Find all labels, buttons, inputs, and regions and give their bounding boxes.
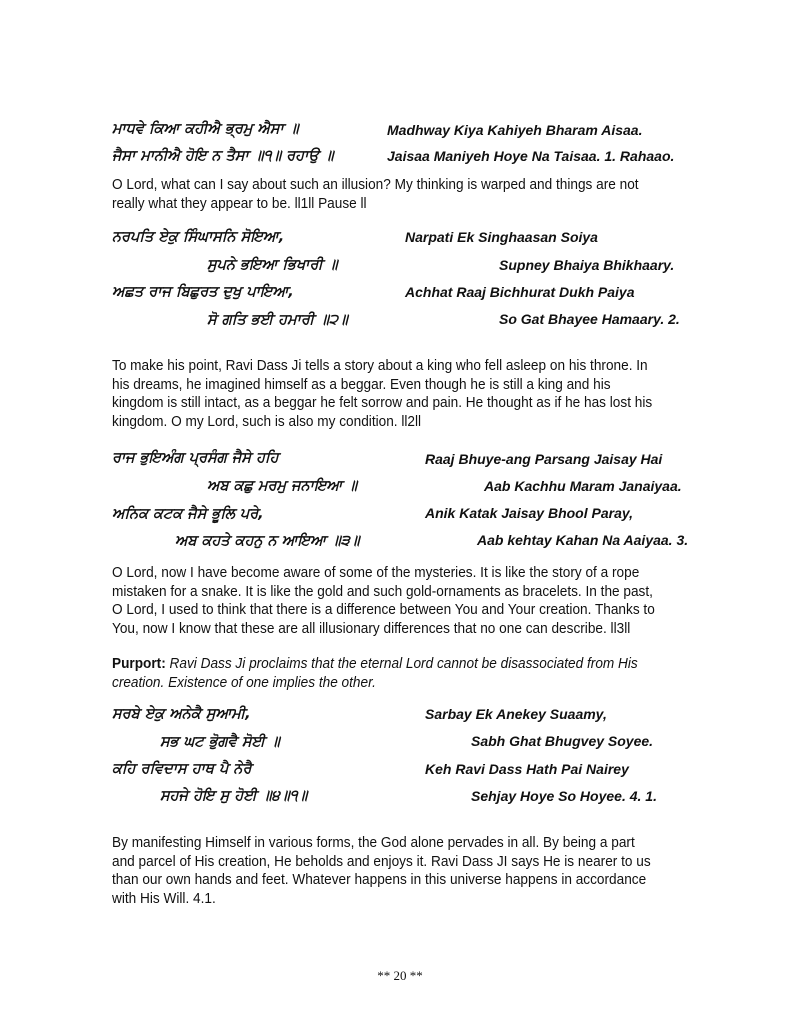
verse3-gurmukhi-line1: ਰਾਜ ਭੁਇਅੰਗ ਪ੍ਰਸੰਗ ਜੈਸੇ ਹਹਿ — [112, 450, 279, 466]
verse4-translit-line3: Keh Ravi Dass Hath Pai Nairey — [425, 761, 629, 777]
verse3-translit-line4: Aab kehtay Kahan Na Aaiyaa. 3. — [477, 532, 689, 548]
paragraph-2: To make his point, Ravi Dass Ji tells a story about a king who fell asleep on his throne. In his dreams, he imagined himself as a beggar. Even though he is still a king and his kingdom is still intact, as a beggar he felt sorrow and pain. He thought as if he has lost his kingdom. O my Lord, such is also my condition. ll2ll — [112, 358, 653, 430]
verse4-gurmukhi-line3: ਕਹਿ ਰਵਿਦਾਸ ਹਾਥ ਪੈ ਨੇਰੈ — [112, 761, 252, 777]
verse4-gurmukhi-line2: ਸਭ ਘਟ ਭੋੁਗਵੈ ਸੋਈ ॥ — [160, 734, 280, 750]
verse3-gurmukhi-line4: ਅਬ ਕਹਤੇ ਕਹਨੁ ਨ ਆਇਆ ॥੩॥ — [175, 533, 360, 549]
verse4-translit-line1: Sarbay Ek Anekey Suaamy, — [425, 706, 607, 722]
paragraph-3: O Lord, now I have become aware of some of the mysteries. It is like the story of a rope mistaken for a snake. It is like the gold and such gold-ornaments as bracelets. In the past, O Lord, I used to think that there is a difference between You and Your creation. Thanks to You, now I know that these are all illusionary differences that no one can describe. ll3ll — [112, 565, 655, 637]
purport-label: Purport: — [112, 656, 166, 672]
verse1-gurmukhi-line2: ਜੈਸਾ ਮਾਨੀਐ ਹੋਇ ਨ ਤੈਸਾ ॥੧॥ ਰਹਾਉ ॥ — [112, 148, 334, 164]
verse4-gurmukhi-line4: ਸਹਜੇ ਹੋਇ ਸੁ ਹੋਈ ॥੪॥੧॥ — [160, 788, 308, 804]
verse1-translit-line1: Madhway Kiya Kahiyeh Bharam Aisaa. — [387, 122, 643, 138]
verse2-gurmukhi-line2: ਸੁਪਨੇ ਭਇਆ ਭਿਖਾਰੀ ॥ — [207, 257, 338, 273]
verse3-translit-line2: Aab Kachhu Maram Janaiyaa. — [484, 478, 682, 494]
verse2-translit-line2: Supney Bhaiya Bhikhaary. — [499, 257, 675, 273]
verse3-translit-line3: Anik Katak Jaisay Bhool Paray, — [425, 505, 634, 521]
verse4-translit-line4: Sehjay Hoye So Hoyee. 4. 1. — [471, 788, 657, 804]
verse4-translit-line2: Sabh Ghat Bhugvey Soyee. — [471, 733, 654, 749]
purport-paragraph — [112, 655, 659, 692]
verse2-gurmukhi-line1: ਨਰਪਤਿ ਏਕੁ ਸਿੰਘਾਸਨਿ ਸੋਇਆ, — [112, 229, 285, 245]
verse2-translit-line1: Narpati Ek Singhaasan Soiya — [405, 229, 598, 245]
paragraph-1: O Lord, what can I say about such an illusion? My thinking is warped and things are not really what they appear to be. ll1ll Pause ll — [112, 177, 639, 212]
verse2-translit-line3: Achhat Raaj Bichhurat Dukh Paiya — [405, 284, 635, 300]
paragraph-4: By manifesting Himself in various forms, the God alone pervades in all. By being a part and parcel of His creation, He beholds and enjoys it. Ravi Dass JI says He is nearer to us than our own hands and feet. Whatever happens in this universe happens in accordance with His Will. 4.1. — [112, 835, 651, 907]
verse2-gurmukhi-line4: ਸੋ ਗਤਿ ਭਈ ਹਮਾਰੀ ॥੨॥ — [207, 312, 348, 328]
verse3-translit-line1: Raaj Bhuye-ang Parsang Jaisay Hai — [425, 451, 663, 467]
page-number: ** 20 ** — [377, 968, 423, 983]
purport-text: Ravi Dass Ji proclaims that the eternal Lord cannot be disassociated from His creation. Existence of one implies the other. — [112, 656, 638, 691]
verse4-gurmukhi-line1: ਸਰਬੇ ਏਕੁ ਅਨੇਕੈ ਸੁਆਮੀ, — [112, 706, 251, 722]
verse2-gurmukhi-line3: ਅਛਤ ਰਾਜ ਬਿਛੁਰਤ ਦੁਖੁ ਪਾਇਆ, — [112, 284, 294, 300]
verse3-gurmukhi-line2: ਅਬ ਕਛੁ ਮਰਮੁ ਜਨਾਇਆ ॥ — [207, 478, 358, 494]
verse1-gurmukhi-line1: ਮਾਧਵੇ ਕਿਆ ਕਹੀਐ ਭ੍ਰਮੁ ਐਸਾ ॥ — [112, 121, 299, 137]
verse2-translit-line4: So Gat Bhayee Hamaary. 2. — [499, 311, 680, 327]
verse1-translit-line2: Jaisaa Maniyeh Hoye Na Taisaa. 1. Rahaao. — [387, 148, 675, 164]
verse3-gurmukhi-line3: ਅਨਿਕ ਕਟਕ ਜੈਸੇ ਭੂਲਿ ਪਰੇ, — [112, 506, 264, 522]
